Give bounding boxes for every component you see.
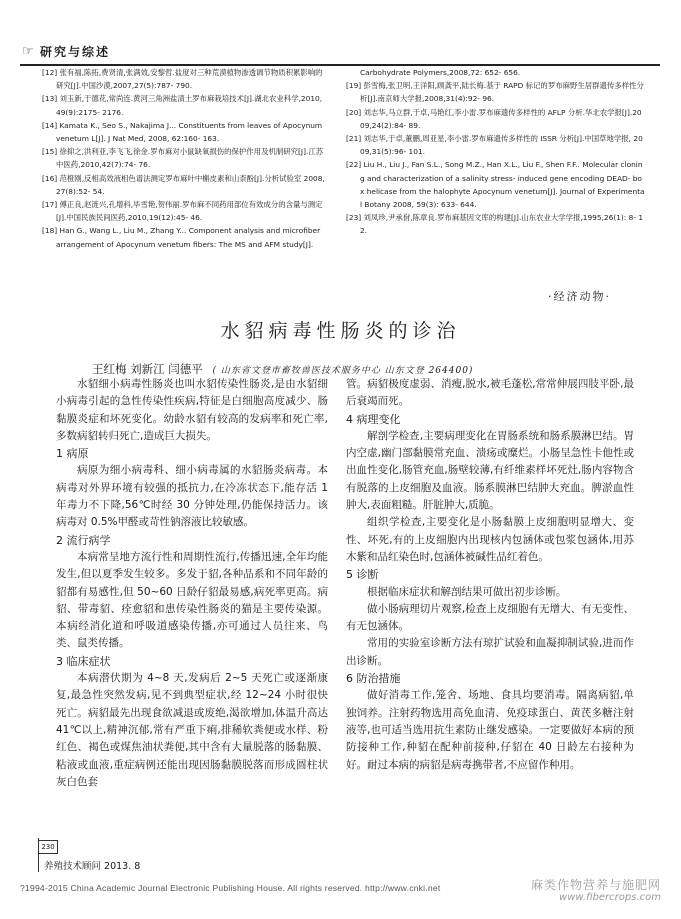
journal-footer: 养殖技术顾问 2013. 8 bbox=[44, 861, 141, 872]
body-left-column bbox=[56, 376, 328, 791]
heading-diagnosis: 5 诊断 bbox=[346, 568, 379, 582]
watermark-text: 麻类作物营养与施肥网 bbox=[530, 878, 661, 892]
watermark-url: www.fibercrops.com bbox=[559, 892, 661, 903]
histology-paragraph: 组织学检查,主要变化是小肠黏膜上皮细胞明显增大、变性、坏死,有的上皮细胞内出现核内包涵体或包浆包涵体,用苏木紫和品红染色时,包涵体被碱性品红着色。 bbox=[346, 516, 634, 563]
reference-item: [13] 刘玉新,于德花,常尚连.黄河三角洲盐渍土罗布麻栽培技术[J].湖北农业科学,2010, 49(9):2175- 2176. bbox=[42, 94, 323, 117]
symptoms-continuation: 管。病貂极度虚弱、消瘦,脱水,被毛蓬松,常常伸展四肢平卧,最后衰竭而死。 bbox=[346, 378, 634, 408]
reference-item: [22] Liu H., Liu J., Fan S.L., Song M.Z., Han X.L., Liu F., Shen F.F.. Molecular cloning and characterization of a salinity stress- induced gene encoding DEAD- box helicase from the halophyte Apocynum venetum[J]. Journal of Experimental Botany 2008, 59(3): 633- 644. bbox=[346, 160, 645, 210]
heading-pathology: 4 病理变化 bbox=[346, 412, 401, 426]
section-header-title: 研究与综述 bbox=[40, 45, 111, 59]
reference-item: [18] Han G., Wang L., Liu M., Zhang Y... Component analysis and microfiber arrangement of Apocynum venetum fibers: The MS and AFM study[J]. bbox=[42, 226, 321, 249]
reference-item: [15] 徐抑之,洪利亚,李飞飞,徐金.罗布麻对小鼠缺氧损伤的保护作用及机制研究[J].江苏中医药,2010,42(7):74- 76. bbox=[42, 147, 324, 170]
pathogen-paragraph: 病原为细小病毒科、细小病毒属的水貂肠炎病毒。本病毒对外界环境有较强的抵抗力,在冷冻状态下,能存活 1 年毒力不下降,56℃时经 30 分钟处理,仍能保持活力。该病毒对 0.5%甲醛或苛性钠溶液比较敏感。 bbox=[56, 464, 328, 529]
references-left-column bbox=[42, 66, 327, 251]
reference-item: [17] 傅正良,赵涟兴,孔增科,毕雪艳,贺伟丽.罗布麻不同药用部位有效成分的含量与测定[J].中国民族民间医药,2010,19(12):45- 46. bbox=[42, 200, 323, 223]
author-affiliation: ( 山东省文登市畜牧兽医技术服务中心 山东文登 264400) bbox=[212, 366, 474, 376]
reference-item: [12] 张有福,陈拓,费贤清,张满效,安黎哲.盐度对三种荒漠植物渗透调节物质积累影响的研究[J].中国沙漠,2007,27(5):787- 790. bbox=[42, 68, 323, 91]
article-title: 水貂病毒性肠炎的诊治 bbox=[220, 320, 461, 342]
diagnosis-paragraph-2: 做小肠病理切片观察,检查上皮细胞有无增大、有无变性、有无包涵体。 bbox=[346, 602, 634, 633]
heading-epidemiology: 2 流行病学 bbox=[56, 533, 111, 547]
page-number: 230 bbox=[38, 840, 58, 854]
heading-pathogen: 1 病原 bbox=[56, 447, 89, 461]
symptoms-paragraph: 本病潜伏期为 4~8 天,发病后 2~5 天死亡或逐渐康复,最急性突然发病,见不到典型症状,经 12~24 小时很快死亡。病貂最先出现食欲减退或废绝,渴欲增加,体温升高达 41℃以上,精神沉郁,常有严重下痢,排稀软粪便或水样、粉红色、褐色或煤焦油状粪便,其中含有大量脱落的肠黏膜、粘液或血液,重症病例还能出现因肠黏膜脱落而形成圆柱状灰白色套 bbox=[56, 672, 328, 788]
watermark bbox=[531, 878, 661, 904]
prevention-paragraph: 做好消毒工作,笼舍、场地、食具均要消毒。隔离病貂,单独饲养。注射药物选用高免血清、免疫球蛋白、黄芪多糖注射液等,也可适当选用抗生素防止继发感染。一定要做好本病的预防接种工作,种貂在配种前接种,仔貂在 40 日龄左右接种为好。耐过本病的病貂是病毒携带者,不应留作种用。 bbox=[346, 689, 634, 771]
heading-symptoms: 3 临床症状 bbox=[56, 654, 111, 668]
section-tag: ·经济动物· bbox=[548, 290, 611, 303]
reference-item: [23] 刘凤珍,尹承佾,陈章良.罗布麻基因文库的构建[J].山东农业大学学报,1995,26(1): 8- 12. bbox=[346, 213, 644, 236]
reference-item: [21] 刘志华,于卓,董鹏,周亚星,李小雷.罗布麻遗传多样性的 ISSR 分析[J].中国草地学报, 2009,31(5):96- 101. bbox=[346, 134, 643, 157]
pointing-hand-icon: ☞ bbox=[22, 44, 34, 59]
reference-item: [16] 范橙刚,反相高效液相色谱法测定罗布麻叶中槲皮素和山柰酚[J].分析试验室 2008, 27(8):52- 54. bbox=[42, 173, 325, 196]
references-right-column bbox=[346, 66, 646, 238]
diagnosis-paragraph-3: 常用的实验室诊断方法有琼扩试验和血凝抑制试验,进而作出诊断。 bbox=[346, 637, 634, 667]
pathology-paragraph: 解剖学检查,主要病理变化在胃肠系统和肠系膜淋巴结。胃内空虚,幽门部黏膜常充血、溃疡或糜烂。小肠呈急性卡他性或出血性变化,肠管充血,肠壁较薄,有纤维素样坏死灶,肠内容物含有脱落的上皮细胞及血液。肠系膜淋巴结肿大充血。脾淤血性肿大,表面粗糙。肝脏肿大,质脆。 bbox=[346, 429, 634, 512]
section-header bbox=[22, 44, 662, 64]
body-right-column bbox=[346, 376, 634, 774]
epidemiology-paragraph: 本病常呈地方流行性和周期性流行,传播迅速,全年均能发生,但以夏季发生较多。多发于貂,各种品系和不同年龄的貂都有易感性,但 50~60 日龄仔貂最易感,病死率更高。病貂、带毒貂、痊愈貂和患传染性肠炎的猫是主要传染源。本病经消化道和呼吸道感染传播,亦可通过人员往来、鸟类、鼠类传播。 bbox=[56, 550, 328, 650]
reference-item: [19] 彭雪梅,张卫明,王洋阳,顾龚平,陆长梅.基于 RAPD 标记的罗布麻野生居群遗传多样性分析[J].南京师大学报,2008,31(4):92- 96. bbox=[346, 81, 644, 104]
reference-continuation: Carbohydrate Polymers,2008,72: 652- 656. bbox=[360, 68, 521, 77]
reference-item: [14] Kamata K., Seo S., Nakajima J... Constituents from leaves of Apocynum venetum L[J]. J Nat Med, 2008, 62:160- 163. bbox=[42, 120, 323, 144]
reference-item: [20] 刘志华,马立群,于卓,马艳红,李小雷.罗布麻遗传多样性的 AFLP 分析.华北农学报[J].2009,24(2):84- 89. bbox=[346, 107, 642, 130]
intro-paragraph: 水貂细小病毒性肠炎也叫水貂传染性肠炎,是由水貂细小病毒引起的急性传染性疾病,特征是白细胞高度减少、肠黏膜炎症和坏死变化。幼龄水貂有较高的发病率和死亡率,多数病貂转归死亡,造成巨大损失。 bbox=[56, 378, 328, 442]
diagnosis-paragraph-1: 根据临床症状和解剖结果可做出初步诊断。 bbox=[367, 585, 567, 598]
author-line bbox=[92, 361, 662, 377]
author-names: 王红梅 刘新江 闫德平 bbox=[92, 362, 203, 376]
heading-prevention: 6 防治措施 bbox=[346, 672, 401, 686]
copyright-notice: ?1994-2015 China Academic Journal Electronic Publishing House. All rights reserved. http://www.cnki.net bbox=[20, 883, 441, 893]
